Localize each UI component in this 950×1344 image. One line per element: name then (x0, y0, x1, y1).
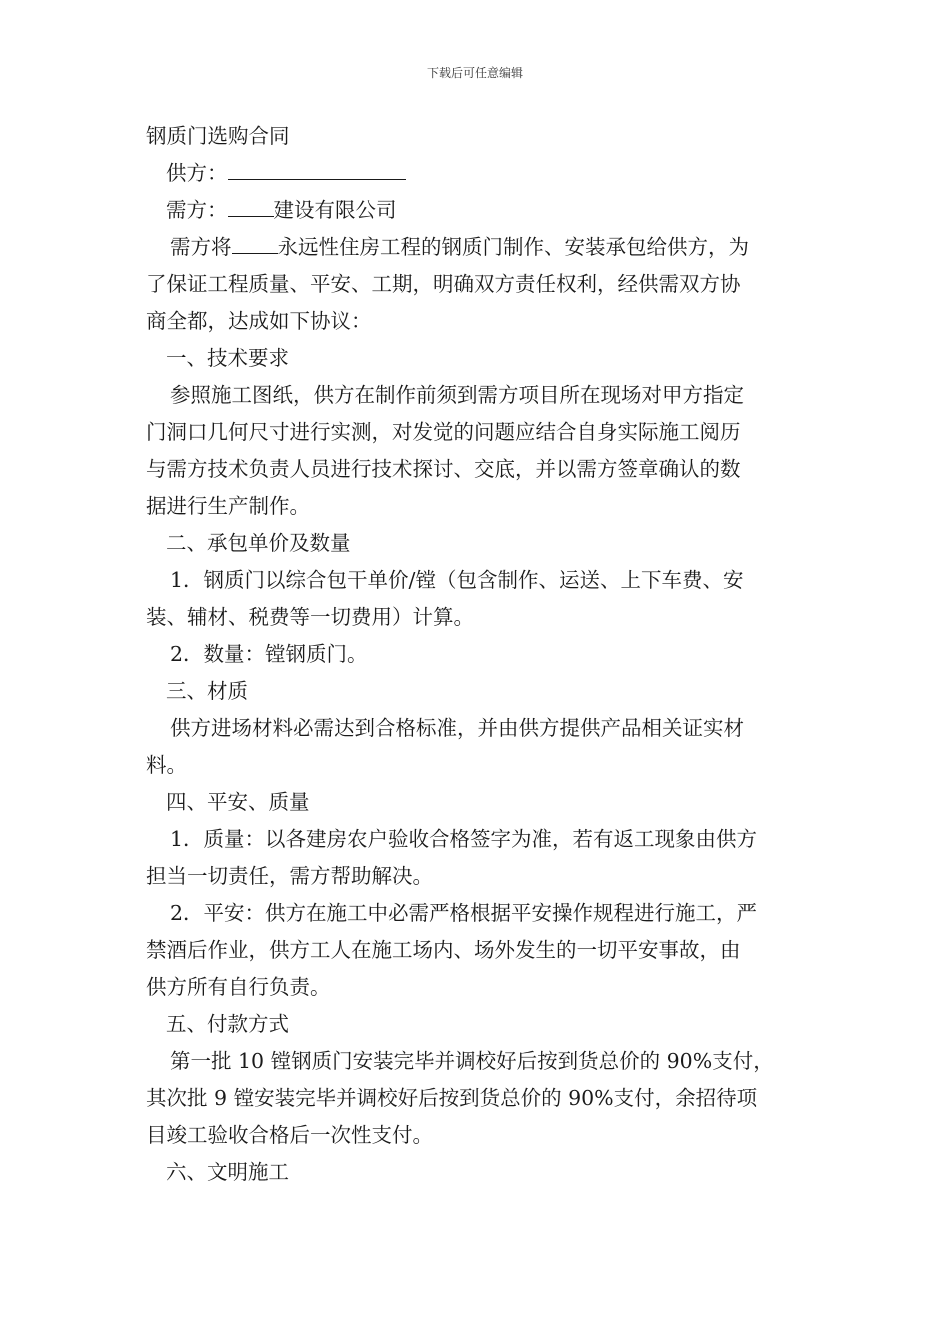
document-title: 钢质门选购合同 (146, 124, 290, 148)
intro-text-a: 需方将 (170, 235, 232, 259)
section-4-item-2-line-3: 供方所有自行负责。 (146, 975, 331, 999)
supplier-line (146, 155, 810, 192)
section-1-heading: 一、技术要求 (166, 346, 289, 370)
page-header: 下载后可任意编辑 (426, 66, 523, 80)
section-2-item-1-line-1: 1．钢质门以综合包干单价/镗（包含制作、运送、上下车费、安 (170, 568, 744, 592)
section-1-line-3: 与需方技术负责人员进行技术探讨、交底，并以需方签章确认的数 (146, 457, 741, 481)
section-2-item-2: 2．数量：镗钢质门。 (170, 642, 368, 666)
supplier-label: 供方： (166, 161, 228, 185)
intro-line-2: 了保证工程质量、平安、工期，明确双方责任权利，经供需双方协 (146, 272, 741, 296)
section-4-item-2-line-2: 禁酒后作业，供方工人在施工场内、场外发生的一切平安事故，由 (146, 938, 741, 962)
section-4-item-1-line-2: 担当一切责任，需方帮助解决。 (146, 864, 433, 888)
section-4-item-2-line-1: 2．平安：供方在施工中必需严格根据平安操作规程进行施工，严 (170, 901, 758, 925)
buyer-label: 需方： (166, 198, 228, 222)
section-5-line-3: 目竣工验收合格后一次性支付。 (146, 1123, 433, 1147)
section-6-heading: 六、文明施工 (166, 1160, 289, 1184)
document-body (146, 118, 810, 1191)
section-4-item-1-line-1: 1．质量：以各建房农户验收合格签字为准，若有返工现象由供方 (170, 827, 758, 851)
section-3-line-2: 料。 (146, 753, 187, 777)
section-2-heading: 二、承包单价及数量 (166, 531, 351, 555)
buyer-blank (228, 216, 274, 217)
intro-line-1 (146, 229, 810, 266)
section-5-line-2: 其次批 9 镗安装完毕并调校好后按到货总价的 90%支付，余招待项 (146, 1086, 758, 1110)
section-5-line-1: 第一批 10 镗钢质门安装完毕并调校好后按到货总价的 90%支付， (170, 1049, 774, 1073)
buyer-suffix: 建设有限公司 (273, 198, 397, 222)
intro-text-b: 永远性住房工程的钢质门制作、安装承包给供方，为 (277, 235, 749, 259)
buyer-line (146, 192, 810, 229)
section-3-heading: 三、材质 (166, 679, 248, 703)
section-3-line-1: 供方进场材料必需达到合格标准，并由供方提供产品相关证实材 (170, 716, 744, 740)
project-blank (232, 253, 278, 254)
supplier-blank (228, 179, 406, 180)
section-1-line-2: 门洞口几何尺寸进行实测，对发觉的问题应结合自身实际施工阅历 (146, 420, 741, 444)
intro-line-3: 商全都，达成如下协议： (146, 309, 372, 333)
section-5-heading: 五、付款方式 (166, 1012, 289, 1036)
section-1-line-4: 据进行生产制作。 (146, 494, 310, 518)
section-4-heading: 四、平安、质量 (166, 790, 310, 814)
section-1-line-1: 参照施工图纸，供方在制作前须到需方项目所在现场对甲方指定 (170, 383, 744, 407)
section-2-item-1-line-2: 装、辅材、税费等一切费用）计算。 (146, 605, 474, 629)
